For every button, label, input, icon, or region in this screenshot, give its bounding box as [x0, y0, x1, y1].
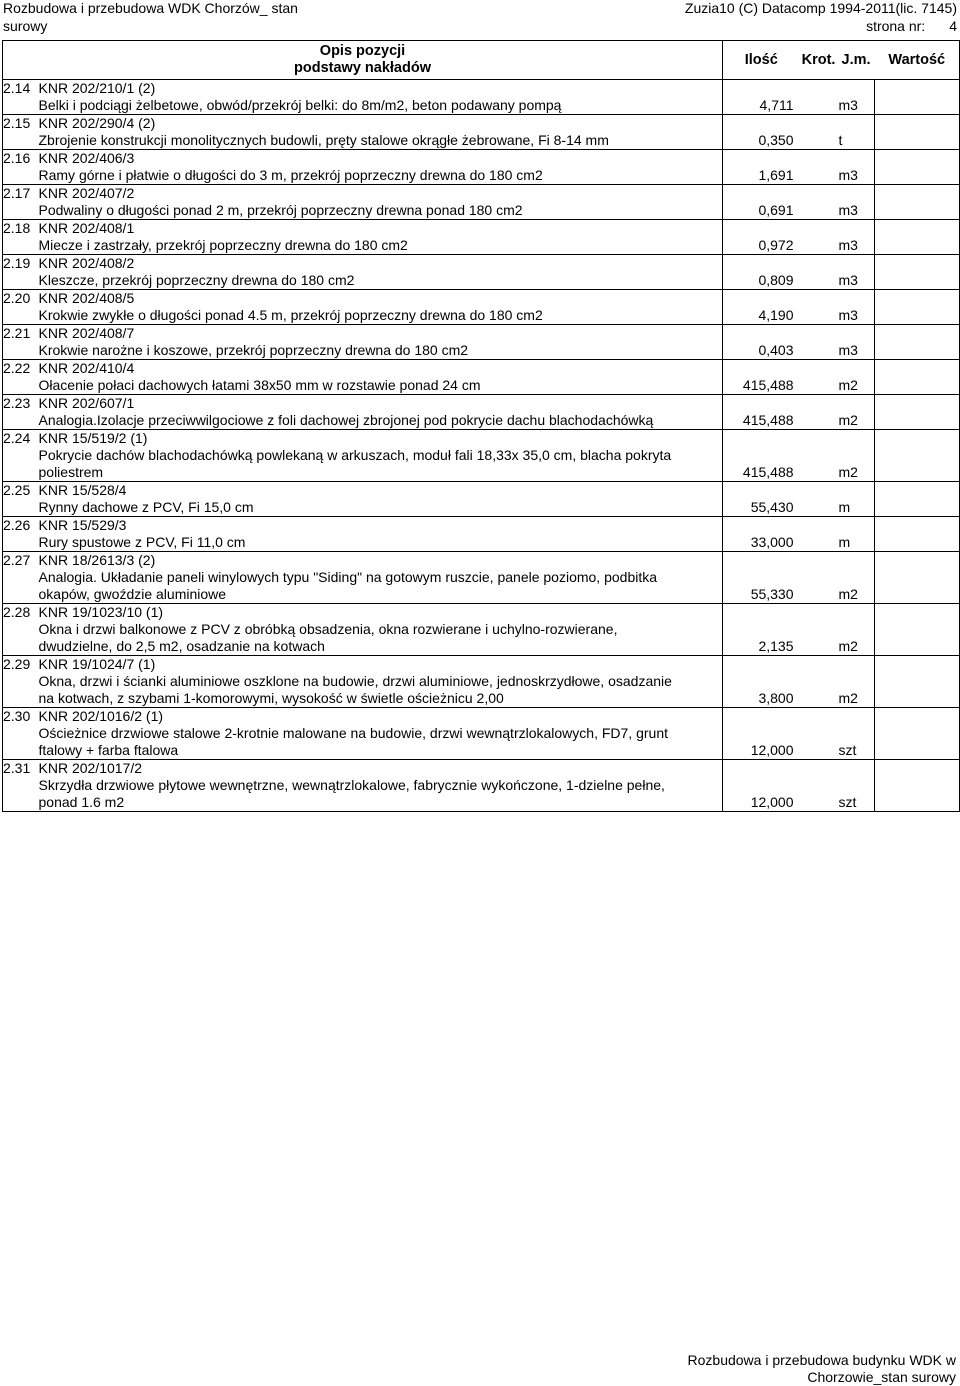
item-multiplier: [800, 412, 838, 430]
item-row: [3, 621, 960, 656]
item-code: KNR 202/407/2: [38, 185, 135, 201]
item-description-line: Ołacenie połaci dachowych łatami 38x50 mm w rozstawie ponad 24 cm: [38, 377, 481, 393]
item-number: 2.18: [3, 220, 39, 238]
item-code: KNR 202/290/4 (2): [38, 115, 156, 131]
item-code: KNR 202/607/1: [38, 395, 135, 411]
item-multiplier: [800, 725, 838, 760]
item-unit: t: [838, 132, 875, 150]
item-description: [39, 725, 723, 760]
item-number: 2.20: [3, 290, 39, 308]
item-row: [3, 202, 960, 220]
item-row: [3, 307, 960, 325]
item-quantity: 4,711: [723, 97, 800, 115]
item-value: [875, 167, 960, 185]
item-quantity: 3,800: [723, 673, 800, 708]
item-code: KNR 19/1023/10 (1): [38, 604, 164, 620]
item-unit: m2: [838, 377, 875, 395]
item-quantity: 0,403: [723, 342, 800, 360]
item-quantity: 0,691: [723, 202, 800, 220]
item-unit: m2: [838, 412, 875, 430]
item-number: 2.28: [3, 604, 39, 622]
item-description-line: Belki i podciągi żelbetowe, obwód/przekrój belki: do 8m/m2, beton podawany pompą: [38, 97, 562, 113]
item-code-row: [3, 517, 960, 535]
item-quantity: 2,135: [723, 621, 800, 656]
item-code-row: [3, 395, 960, 413]
item-code-row: [3, 115, 960, 133]
item-value: [875, 377, 960, 395]
item-description: [39, 673, 723, 708]
item-description-line: Rynny dachowe z PCV, Fi 15,0 cm: [38, 499, 254, 515]
item-value: [875, 621, 960, 656]
item-quantity: 4,190: [723, 307, 800, 325]
item-code: KNR 202/408/5: [38, 290, 135, 306]
item-code-row: [3, 185, 960, 203]
item-row: [3, 342, 960, 360]
estimate-table: [2, 40, 960, 812]
item-row: [3, 272, 960, 290]
item-code-row: [3, 656, 960, 674]
footer-line2: Chorzowie_stan surowy: [807, 1369, 956, 1385]
item-description-line: ponad 1.6 m2: [38, 794, 125, 810]
document-title: [3, 0, 298, 35]
item-code-row: [3, 150, 960, 168]
item-code-row: [3, 760, 960, 778]
item-description: [39, 499, 723, 517]
item-description-line: Krokwie zwykłe o długości ponad 4.5 m, przekrój poprzeczny drewna do 180 cm2: [38, 307, 543, 323]
item-description-line: Podwaliny o długości ponad 2 m, przekrój poprzeczny drewna ponad 180 cm2: [38, 202, 523, 218]
column-header-multiplier: Krot.: [800, 41, 838, 80]
column-header-description-line2: podstawy nakładów: [294, 60, 431, 76]
item-quantity: 415,488: [723, 377, 800, 395]
item-number: 2.15: [3, 115, 39, 133]
item-quantity: 0,350: [723, 132, 800, 150]
item-value: [875, 342, 960, 360]
item-code-row: [3, 290, 960, 308]
column-header-description-line1: Opis pozycji: [319, 43, 406, 59]
column-header-value: Wartość: [875, 41, 960, 80]
page-footer: [688, 1352, 956, 1386]
item-multiplier: [800, 673, 838, 708]
item-value: [875, 447, 960, 482]
item-multiplier: [800, 777, 838, 812]
item-row: [3, 499, 960, 517]
item-multiplier: [800, 447, 838, 482]
item-code: KNR 202/408/7: [38, 325, 135, 341]
item-description-line: Pokrycie dachów blachodachówką powlekaną w arkuszach, moduł fali 18,33x 35,0 cm, blacha pokryta: [38, 447, 672, 463]
item-code: KNR 15/528/4: [38, 482, 127, 498]
item-multiplier: [800, 167, 838, 185]
item-code: KNR 202/410/4: [38, 360, 135, 376]
item-description-line: Krokwie narożne i koszowe, przekrój poprzeczny drewna do 180 cm2: [38, 342, 469, 358]
column-header-quantity: Ilość: [723, 41, 800, 80]
item-description-line: ftalowy + farba ftalowa: [38, 742, 179, 758]
item-unit: m3: [838, 307, 875, 325]
item-unit: m2: [838, 569, 875, 604]
item-unit: m3: [838, 272, 875, 290]
item-description-line: dwudzielne, do 2,5 m2, osadzanie na kotwach: [38, 638, 325, 654]
item-code-row: [3, 80, 960, 98]
item-description: [39, 97, 723, 115]
item-code: KNR 19/1024/7 (1): [38, 656, 156, 672]
document-title-line1: Rozbudowa i przebudowa WDK Chorzów_ stan: [3, 0, 298, 16]
item-quantity: 12,000: [723, 725, 800, 760]
item-description: [39, 534, 723, 552]
item-code-row: [3, 360, 960, 378]
item-description-line: Rury spustowe z PCV, Fi 11,0 cm: [38, 534, 246, 550]
item-row: [3, 237, 960, 255]
item-value: [875, 725, 960, 760]
item-number: 2.30: [3, 708, 39, 726]
item-value: [875, 499, 960, 517]
item-description-line: Zbrojenie konstrukcji monolitycznych budowli, pręty stalowe okrągłe żebrowane, Fi 8-14 mm: [38, 132, 609, 148]
item-code-row: [3, 482, 960, 500]
item-unit: szt: [838, 725, 875, 760]
item-row: [3, 534, 960, 552]
item-description: [39, 237, 723, 255]
item-row: [3, 97, 960, 115]
item-multiplier: [800, 342, 838, 360]
item-description-line: Okna, drzwi i ścianki aluminiowe oszklone na budowie, drzwi aluminiowe, jednoskrzydłowe, osadzanie: [38, 673, 672, 689]
item-multiplier: [800, 377, 838, 395]
item-description-line: Analogia.Izolacje przeciwwilgociowe z foli dachowej zbrojonej pod pokrycie dachu blachodachówką: [38, 412, 654, 428]
item-number: 2.16: [3, 150, 39, 168]
item-description: [39, 412, 723, 430]
software-label: Zuzia10 (C) Datacomp 1994-2011(lic. 7145): [684, 0, 957, 16]
item-number: 2.17: [3, 185, 39, 203]
item-description-line: okapów, gwoździe aluminiowe: [38, 586, 227, 602]
item-code: KNR 202/406/3: [38, 150, 135, 166]
item-description: [39, 621, 723, 656]
item-unit: m3: [838, 167, 875, 185]
item-row: [3, 412, 960, 430]
item-code: KNR 202/1017/2: [38, 760, 143, 776]
document-title-line2: surowy: [3, 18, 48, 34]
item-description: [39, 132, 723, 150]
item-description-line: Analogia. Układanie paneli winylowych typu "Siding" na gotowym ruszcie, panele poziomo, podbitka: [38, 569, 658, 585]
item-code-row: [3, 708, 960, 726]
item-row: [3, 777, 960, 812]
item-description-line: Skrzydła drzwiowe płytowe wewnętrzne, wewnątrzlokalowe, fabrycznie wykończone, 1-dzielne pełne,: [38, 777, 665, 793]
column-header-unit: J.m.: [838, 41, 875, 80]
item-value: [875, 202, 960, 220]
item-quantity: 0,809: [723, 272, 800, 290]
item-multiplier: [800, 272, 838, 290]
item-number: 2.23: [3, 395, 39, 413]
item-quantity: 415,488: [723, 412, 800, 430]
item-value: [875, 97, 960, 115]
item-description-line: na kotwach, z szybami 1-komorowymi, wysokość w świetle ościeżnicu 2,00: [38, 690, 504, 706]
item-multiplier: [800, 569, 838, 604]
item-multiplier: [800, 499, 838, 517]
item-value: [875, 412, 960, 430]
item-quantity: 55,330: [723, 569, 800, 604]
item-unit: szt: [838, 777, 875, 812]
item-code-row: [3, 552, 960, 570]
footer-line1: Rozbudowa i przebudowa budynku WDK w: [687, 1352, 956, 1368]
page-label: strona nr:: [866, 18, 926, 34]
item-code-row: [3, 325, 960, 343]
item-number: 2.19: [3, 255, 39, 273]
item-value: [875, 132, 960, 150]
item-code: KNR 202/408/1: [38, 220, 135, 236]
page-indicator: [685, 17, 957, 35]
item-unit: m3: [838, 237, 875, 255]
item-unit: m2: [838, 447, 875, 482]
item-code-row: [3, 220, 960, 238]
item-description: [39, 447, 723, 482]
item-description-line: Ościeżnice drzwiowe stalowe 2-krotnie malowane na budowie, drzwi wewnątrzlokalowych, FD7, grunt: [38, 725, 668, 741]
item-description-line: Okna i drzwi balkonowe z PCV z obróbką obsadzenia, okna rozwierane i uchylno-rozwierane,: [38, 621, 618, 637]
item-code: KNR 202/408/2: [38, 255, 135, 271]
item-description: [39, 569, 723, 604]
item-row: [3, 132, 960, 150]
item-value: [875, 237, 960, 255]
item-number: 2.29: [3, 656, 39, 674]
item-description-line: Kleszcze, przekrój poprzeczny drewna do 180 cm2: [38, 272, 355, 288]
item-code-row: [3, 604, 960, 622]
item-row: [3, 447, 960, 482]
item-row: [3, 673, 960, 708]
table-header-row: [3, 41, 960, 80]
item-code-row: [3, 255, 960, 273]
item-unit: m: [838, 499, 875, 517]
item-value: [875, 534, 960, 552]
item-description-line: Miecze i zastrzały, przekrój poprzeczny drewna do 180 cm2: [38, 237, 408, 253]
item-multiplier: [800, 237, 838, 255]
item-multiplier: [800, 534, 838, 552]
item-unit: m2: [838, 673, 875, 708]
item-description-line: Ramy górne i płatwie o długości do 3 m, przekrój poprzeczny drewna do 180 cm2: [38, 167, 543, 183]
item-row: [3, 725, 960, 760]
item-description: [39, 167, 723, 185]
item-number: 2.31: [3, 760, 39, 778]
item-unit: m3: [838, 342, 875, 360]
item-value: [875, 673, 960, 708]
item-multiplier: [800, 97, 838, 115]
item-quantity: 12,000: [723, 777, 800, 812]
item-number: 2.14: [3, 80, 39, 98]
item-unit: m3: [838, 202, 875, 220]
item-number: 2.21: [3, 325, 39, 343]
item-code: KNR 202/1016/2 (1): [38, 708, 164, 724]
item-quantity: 415,488: [723, 447, 800, 482]
page-number: 4: [949, 18, 957, 34]
item-description: [39, 307, 723, 325]
item-unit: m2: [838, 621, 875, 656]
item-code: KNR 15/519/2 (1): [38, 430, 148, 446]
item-quantity: 0,972: [723, 237, 800, 255]
item-unit: m3: [838, 97, 875, 115]
item-quantity: 33,000: [723, 534, 800, 552]
item-number: 2.26: [3, 517, 39, 535]
item-multiplier: [800, 621, 838, 656]
item-description: [39, 202, 723, 220]
item-number: 2.27: [3, 552, 39, 570]
item-value: [875, 307, 960, 325]
item-description: [39, 777, 723, 812]
item-value: [875, 777, 960, 812]
item-row: [3, 167, 960, 185]
item-number: 2.24: [3, 430, 39, 448]
item-code: KNR 15/529/3: [38, 517, 127, 533]
item-description: [39, 342, 723, 360]
item-code: KNR 202/210/1 (2): [38, 80, 156, 96]
column-header-description: [3, 41, 723, 80]
software-info: [685, 0, 957, 35]
item-number: 2.22: [3, 360, 39, 378]
item-multiplier: [800, 132, 838, 150]
item-row: [3, 569, 960, 604]
item-unit: m: [838, 534, 875, 552]
item-quantity: 55,430: [723, 499, 800, 517]
item-number: 2.25: [3, 482, 39, 500]
item-multiplier: [800, 202, 838, 220]
item-description: [39, 272, 723, 290]
item-code-row: [3, 430, 960, 448]
item-code: KNR 18/2613/3 (2): [38, 552, 156, 568]
item-description-line: poliestrem: [38, 464, 104, 480]
item-quantity: 1,691: [723, 167, 800, 185]
item-row: [3, 377, 960, 395]
item-value: [875, 569, 960, 604]
item-value: [875, 272, 960, 290]
item-multiplier: [800, 307, 838, 325]
item-description: [39, 377, 723, 395]
